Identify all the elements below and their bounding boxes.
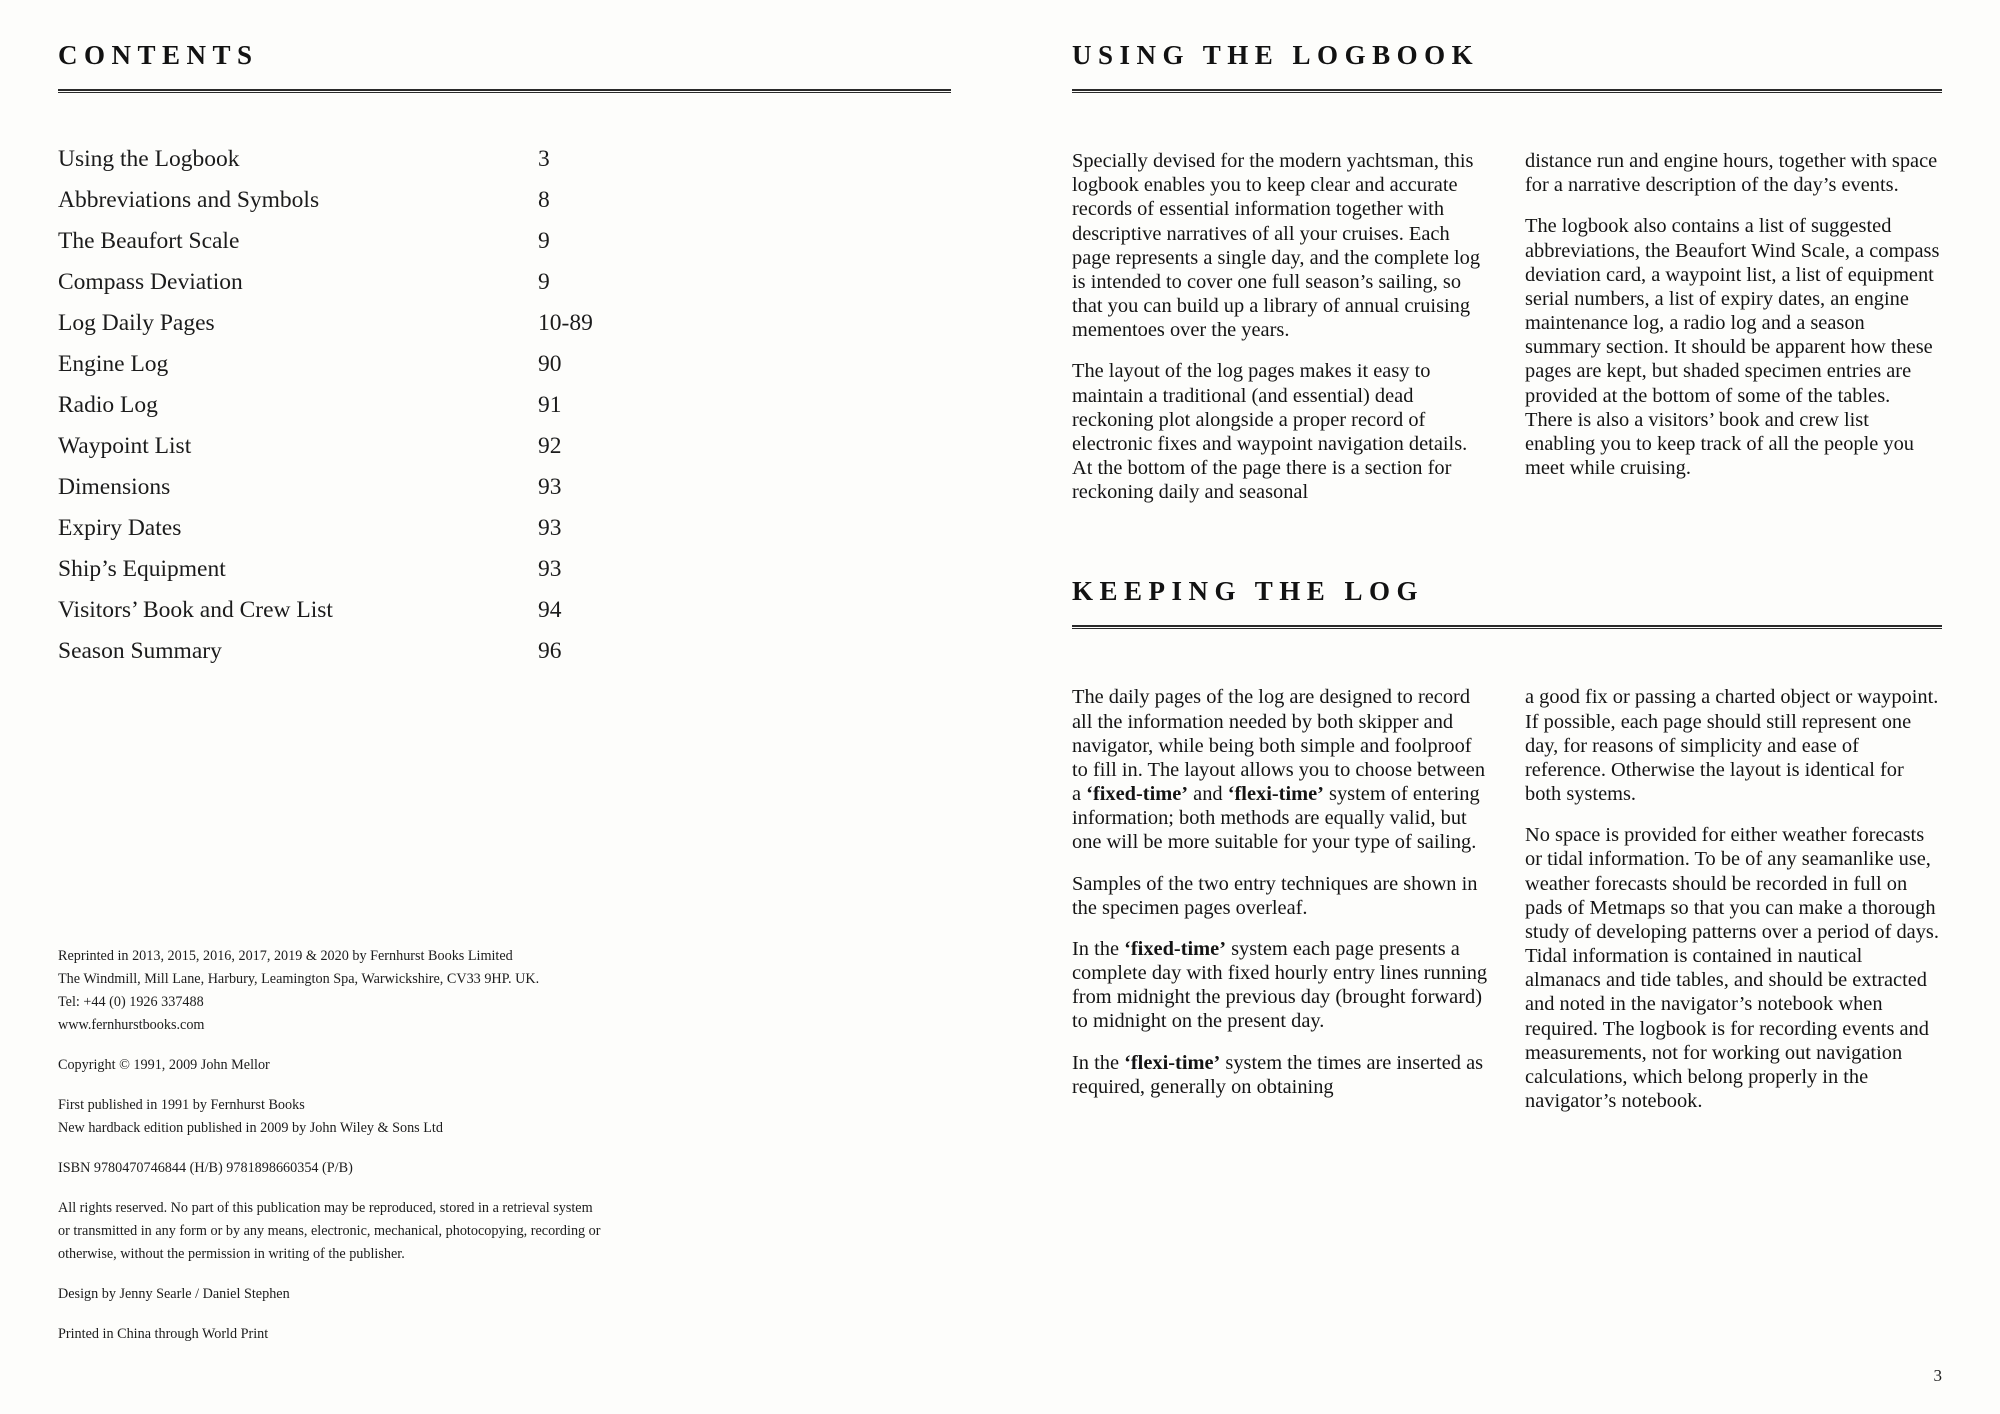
toc-label: Compass Deviation bbox=[58, 269, 243, 295]
contents-page bbox=[58, 40, 958, 679]
toc-page-number: 10-89 bbox=[538, 310, 593, 336]
toc-row[interactable] bbox=[58, 638, 958, 679]
page-title-keeping-the-log: KEEPING THE LOG bbox=[1072, 576, 1425, 607]
publisher-line: Reprinted in 2013, 2015, 2016, 2017, 2019 & 2020 by Fernhurst Books Limited bbox=[58, 948, 513, 964]
toc-page-number: 93 bbox=[538, 515, 562, 541]
toc-page-number: 91 bbox=[538, 392, 562, 418]
toc-label: Waypoint List bbox=[58, 433, 192, 459]
text-run: In the bbox=[1072, 1051, 1125, 1074]
paragraph bbox=[1072, 937, 1489, 1034]
text-run: The daily pages of the log are designed to record all the information needed by both skipper and navigator, while being both simple and foolproof to fill in. The layout allows you to choose between a bbox=[1072, 686, 1486, 806]
toc-row[interactable] bbox=[58, 351, 958, 392]
toc-label: Visitors’ Book and Crew List bbox=[58, 597, 333, 623]
toc-label: Radio Log bbox=[58, 392, 158, 418]
toc-page-number: 94 bbox=[538, 597, 562, 623]
using-the-logbook-page bbox=[1072, 40, 1942, 1113]
paragraph: distance run and engine hours, together with space for a narrative description of the day’s events. bbox=[1525, 150, 1938, 197]
toc-label: Season Summary bbox=[58, 638, 222, 664]
toc-row[interactable] bbox=[58, 310, 958, 351]
toc-page-number: 90 bbox=[538, 351, 562, 377]
toc-row[interactable] bbox=[58, 556, 958, 597]
toc-row[interactable] bbox=[58, 392, 958, 433]
paragraph bbox=[1072, 1051, 1489, 1099]
title-rule-using bbox=[1072, 89, 1942, 93]
toc-page-number: 9 bbox=[538, 269, 550, 295]
paragraph: Samples of the two entry techniques are shown in the specimen pages overleaf. bbox=[1072, 872, 1478, 919]
page-title-contents: CONTENTS bbox=[58, 40, 259, 70]
toc-page-number: 93 bbox=[538, 556, 562, 582]
toc-label: Expiry Dates bbox=[58, 515, 182, 541]
toc-page-number: 8 bbox=[538, 187, 550, 213]
title-rule-keeping bbox=[1072, 625, 1942, 629]
table-of-contents bbox=[58, 146, 958, 679]
term-fixed-time: ‘fixed-time’ bbox=[1086, 783, 1189, 806]
text-run: system of entering information; both methods are equally valid, but one will be more suitable for your type of sailing. bbox=[1072, 783, 1480, 854]
keeping-the-log-section bbox=[1072, 576, 1942, 1113]
toc-row[interactable] bbox=[58, 187, 958, 228]
toc-label: Ship’s Equipment bbox=[58, 556, 226, 582]
toc-page-number: 9 bbox=[538, 228, 550, 254]
folio-page-number: 3 bbox=[1933, 1366, 1942, 1385]
toc-page-number: 96 bbox=[538, 638, 562, 664]
text-run: In the bbox=[1072, 937, 1125, 960]
publisher-website: www.fernhurstbooks.com bbox=[58, 1017, 205, 1033]
first-published-line: First published in 1991 by Fernhurst Books bbox=[58, 1097, 305, 1113]
term-fixed-time: ‘fixed-time’ bbox=[1124, 937, 1226, 960]
text-run: and bbox=[1188, 783, 1228, 806]
rights-line: or transmitted in any form or by any means, electronic, mechanical, photocopying, recording or bbox=[58, 1223, 601, 1239]
using-the-logbook-columns bbox=[1072, 149, 1942, 504]
using-column-1 bbox=[1072, 149, 1489, 504]
title-rule-contents bbox=[58, 89, 951, 93]
toc-label: The Beaufort Scale bbox=[58, 228, 240, 254]
toc-row[interactable] bbox=[58, 146, 958, 187]
rights-line: otherwise, without the permission in writing of the publisher. bbox=[58, 1246, 405, 1262]
toc-row[interactable] bbox=[58, 433, 958, 474]
paragraph: The layout of the log pages makes it easy to maintain a traditional (and essential) dead reckoning plot alongside a proper record of electronic fixes and waypoint navigation details. At the bottom of the page there is a section for reckoning daily and seasonal bbox=[1072, 360, 1468, 504]
paragraph: The logbook also contains a list of suggested abbreviations, the Beaufort Wind Scale, a compass deviation card, a waypoint list, a list of equipment serial numbers, a list of expiry dates, an engine maintenance log, a radio log and a season summary section. It should be apparent how these pages are kept, but shaded specimen entries are provided at the bottom of some of the tables. There is also a visitors’ book and crew list enabling you to keep track of all the people you meet while cruising. bbox=[1525, 215, 1940, 480]
keeping-the-log-columns bbox=[1072, 685, 1942, 1113]
toc-row[interactable] bbox=[58, 515, 958, 556]
paragraph: No space is provided for either weather forecasts or tidal information. To be of any seamanlike use, weather forecasts should be recorded in full on pads of Metmaps so that you can make a thorough study of developing patterns over a period of days. Tidal information is contained in nautical almanacs and tide tables, and should be extracted and noted in the navigator’s notebook when required. The logbook is for recording events and measurements, not for working out navigation calculations, which belong properly in the navigator’s notebook. bbox=[1525, 824, 1939, 1113]
toc-row[interactable] bbox=[58, 228, 958, 269]
keeping-column-2 bbox=[1525, 685, 1942, 1113]
toc-label: Using the Logbook bbox=[58, 146, 240, 172]
toc-label: Abbreviations and Symbols bbox=[58, 187, 320, 213]
publisher-address: The Windmill, Mill Lane, Harbury, Leamington Spa, Warwickshire, CV33 9HP. UK. bbox=[58, 971, 540, 987]
text-run: system the times are inserted as required, generally on obtaining bbox=[1072, 1051, 1484, 1098]
keeping-column-1 bbox=[1072, 685, 1489, 1113]
paragraph bbox=[1072, 685, 1489, 854]
copyright-line: Copyright © 1991, 2009 John Mellor bbox=[58, 1057, 270, 1073]
printer-credit: Printed in China through World Print bbox=[58, 1326, 269, 1342]
term-flexi-time: ‘flexi-time’ bbox=[1124, 1051, 1221, 1074]
paragraph: Specially devised for the modern yachtsman, this logbook enables you to keep clear and accurate records of essential information together with descriptive narratives of all your cruises. Each page represents a single day, and the complete log is intended to cover one full season’s sailing, so that you can build up a library of annual cruising mementoes over the years. bbox=[1072, 150, 1481, 342]
publisher-telephone: Tel: +44 (0) 1926 337488 bbox=[58, 994, 204, 1010]
imprint-block bbox=[58, 945, 718, 1363]
toc-page-number: 93 bbox=[538, 474, 562, 500]
toc-page-number: 92 bbox=[538, 433, 562, 459]
paragraph: a good fix or passing a charted object or waypoint. If possible, each page should still represent one day, for reasons of simplicity and ease of reference. Otherwise the layout is identical for both systems. bbox=[1525, 686, 1939, 806]
rights-line: All rights reserved. No part of this publication may be reproduced, stored in a retrieval system bbox=[58, 1200, 593, 1216]
new-edition-line: New hardback edition published in 2009 by John Wiley & Sons Ltd bbox=[58, 1120, 443, 1136]
term-flexi-time: ‘flexi-time’ bbox=[1227, 783, 1324, 806]
toc-label: Engine Log bbox=[58, 351, 169, 377]
text-run: system each page presents a complete day with fixed hourly entry lines running from midnight the previous day (brought forward) to midnight on the present day. bbox=[1072, 937, 1488, 1033]
toc-row[interactable] bbox=[58, 597, 958, 638]
design-credit: Design by Jenny Searle / Daniel Stephen bbox=[58, 1286, 290, 1302]
page-title-using-the-logbook: USING THE LOGBOOK bbox=[1072, 40, 1480, 70]
using-column-2 bbox=[1525, 149, 1942, 504]
toc-page-number: 3 bbox=[538, 146, 550, 172]
toc-row[interactable] bbox=[58, 269, 958, 310]
toc-row[interactable] bbox=[58, 474, 958, 515]
isbn-line: ISBN 9780470746844 (H/B) 9781898660354 (P/B) bbox=[58, 1160, 353, 1176]
toc-label: Log Daily Pages bbox=[58, 310, 215, 336]
toc-label: Dimensions bbox=[58, 474, 171, 500]
